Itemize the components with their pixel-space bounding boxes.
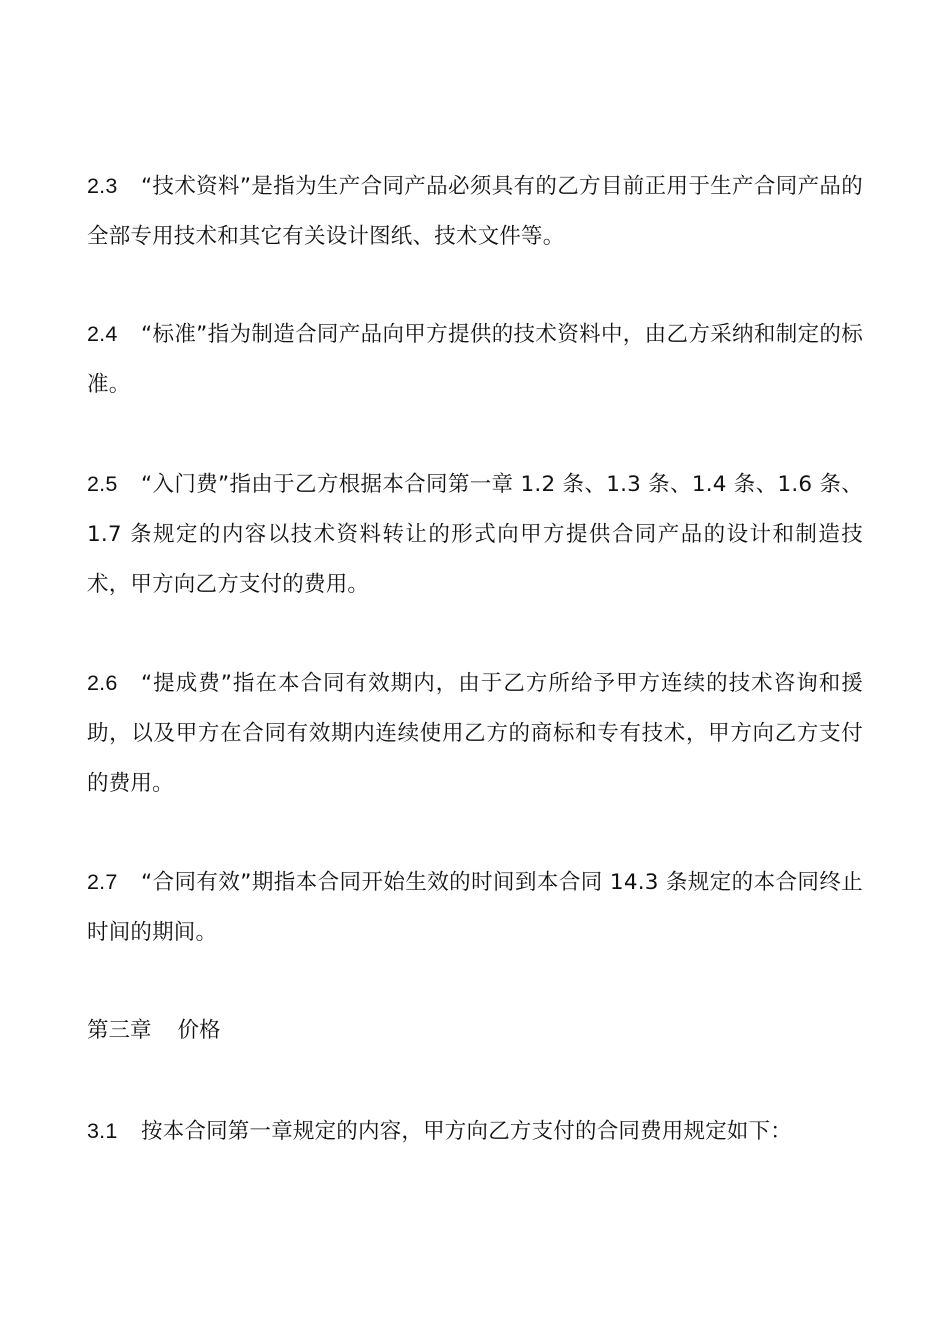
clause-2-6 xyxy=(87,658,863,809)
clause-2-4 xyxy=(87,309,863,410)
chapter-heading xyxy=(87,1006,221,1056)
clause-text: 按本合同第一章规定的内容，甲方向乙方支付的合同费用规定如下： xyxy=(141,1119,793,1144)
clause-number: 2.6 xyxy=(87,671,118,695)
clause-number: 2.4 xyxy=(87,322,118,346)
clause-text: “技术资料”是指为生产合同产品必须具有的乙方目前正用于生产合同产品的全部专用技术和其它有关设计图纸、技术文件等。 xyxy=(87,174,863,249)
clause-2-5 xyxy=(87,459,863,610)
clause-number: 2.3 xyxy=(87,174,118,198)
clause-text: “标准”指为制造合同产品向甲方提供的技术资料中，由乙方采纳和制定的标准。 xyxy=(87,322,863,397)
clause-text: “合同有效”期指本合同开始生效的时间到本合同 14.3 条规定的本合同终止时间的期间。 xyxy=(87,870,863,945)
clause-2-3 xyxy=(87,161,863,262)
clause-number: 2.7 xyxy=(87,870,118,894)
clause-3-1 xyxy=(87,1106,863,1157)
chapter-title: 价格 xyxy=(177,1018,221,1043)
clause-2-7 xyxy=(87,857,863,958)
clause-number: 3.1 xyxy=(87,1119,118,1143)
clause-text: “入门费”指由于乙方根据本合同第一章 1.2 条、1.3 条、1.4 条、1.6 条、1.7 条规定的内容以技术资料转让的形式向甲方提供合同产品的设计和制造技术，甲方向乙方支付的费用。 xyxy=(87,472,863,597)
clause-number: 2.5 xyxy=(87,472,118,496)
clause-text: “提成费”指在本合同有效期内，由于乙方所给予甲方连续的技术咨询和援助，以及甲方在合同有效期内连续使用乙方的商标和专有技术，甲方向乙方支付的费用。 xyxy=(87,671,863,796)
chapter-label: 第三章 xyxy=(87,1018,152,1043)
